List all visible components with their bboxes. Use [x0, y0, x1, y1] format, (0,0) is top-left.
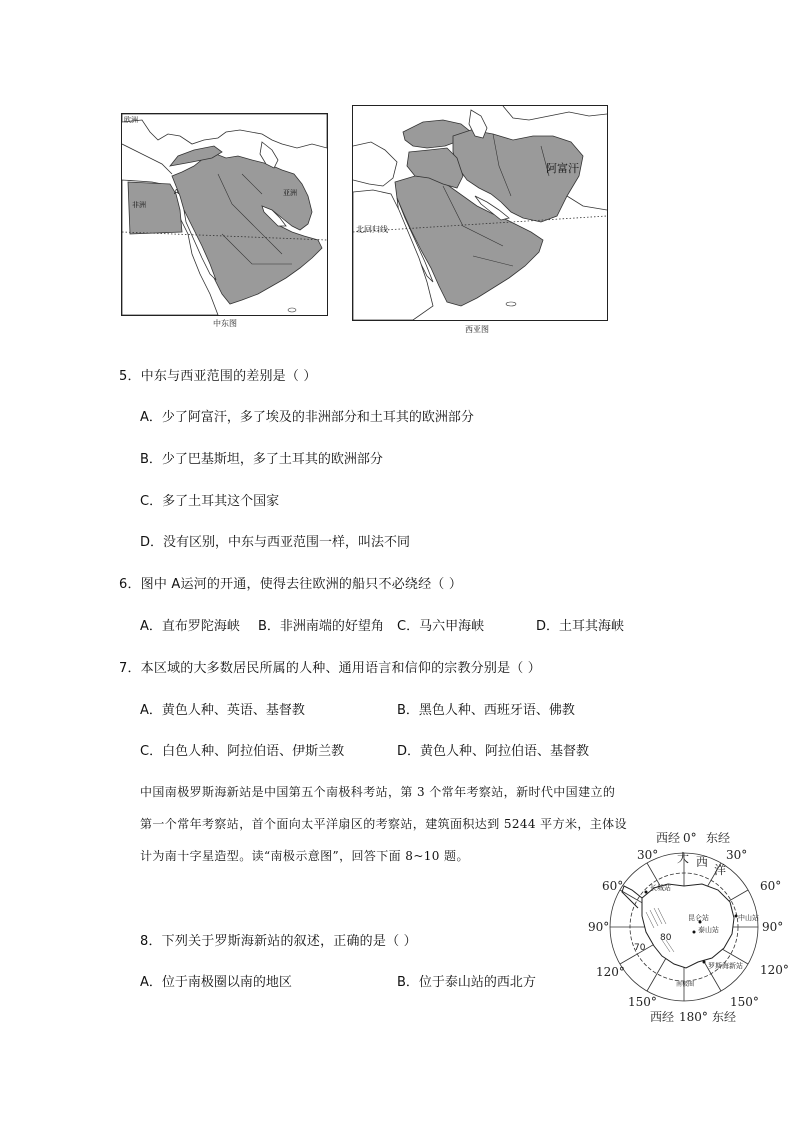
deg-90-right: 90°	[762, 920, 784, 934]
question-7-option-a: A．黄色人种、英语、基督教	[140, 703, 305, 718]
asia-label: 亚洲	[283, 189, 297, 197]
station-ross-label: 罗斯海新站	[708, 962, 743, 970]
question-8-option-b: B．位于泰山站的西北方	[397, 975, 536, 990]
ocean-char-3: 洋	[714, 863, 727, 877]
antarctic-circle-label: 南极圈	[676, 981, 695, 988]
bottom-west-label: 西经	[650, 1010, 675, 1024]
west-asia-map-caption: 西亚图	[465, 325, 489, 334]
middle-east-map-caption: 中东图	[213, 319, 237, 328]
question-7-stem: 7．本区域的大多数居民所属的人种、通用语言和信仰的宗教分别是（ ）	[119, 661, 542, 676]
deg-150-left: 150°	[628, 995, 657, 1009]
passage-line-2: 第一个常年考察站，首个面向太平洋扇区的考察站，建筑面积达到 5244 平方米，主体设	[140, 817, 627, 831]
question-5-option-d: D．没有区别，中东与西亚范围一样，叫法不同	[140, 535, 411, 550]
bottom-180-label: 180°	[679, 1010, 708, 1024]
question-5-option-a: A．少了阿富汗，多了埃及的非洲部分和土耳其的欧洲部分	[140, 410, 474, 425]
question-8-option-a: A．位于南极圈以南的地区	[140, 975, 292, 990]
deg-90-left: 90°	[588, 920, 610, 934]
deg-120-right: 120°	[760, 963, 789, 977]
passage-line-1: 中国南极罗斯海新站是中国第五个南极科考站，第 3 个常年考察站，新时代中国建立的	[140, 785, 616, 799]
question-6-option-c: C．马六甲海峡	[397, 619, 485, 634]
station-zhongshan-label: 中山站	[738, 914, 759, 922]
station-kunlun-label: 昆仑站	[688, 914, 709, 922]
ocean-char-2: 西	[696, 855, 709, 869]
africa-label: 非洲	[132, 201, 146, 209]
west-asia-map	[352, 105, 608, 321]
question-6-option-b: B．非洲南端的好望角	[258, 619, 384, 634]
lat-80-label: 80	[660, 933, 672, 943]
question-7-option-c: C．白色人种、阿拉伯语、伊斯兰教	[140, 744, 345, 759]
passage-line-3: 计为南十字星造型。读“南极示意图”，回答下面 8~10 题。	[140, 849, 469, 863]
deg-30-right: 30°	[726, 848, 748, 862]
station-great-wall-label: 长城站	[650, 884, 671, 892]
question-6-stem: 6．图中 A运河的开通，使得去往欧洲的船只不必绕经（ ）	[119, 577, 463, 592]
west-asia-map-graphic	[353, 106, 607, 320]
top-zero-label: 0°	[683, 831, 697, 845]
deg-30-left: 30°	[637, 848, 659, 862]
question-8-stem: 8．下列关于罗斯海新站的叙述，正确的是（ ）	[140, 934, 417, 949]
antarctic-map-graphic	[584, 828, 794, 1026]
deg-150-right: 150°	[730, 995, 759, 1009]
bottom-east-label: 东经	[712, 1010, 737, 1024]
middle-east-map-graphic	[122, 114, 327, 315]
deg-120-left: 120°	[596, 965, 625, 979]
question-7-option-d: D．黄色人种、阿拉伯语、基督教	[397, 744, 590, 759]
canal-a-label: A	[174, 188, 179, 196]
question-5-stem: 5．中东与西亚范围的差别是（ ）	[119, 369, 317, 384]
ocean-char-1: 大	[677, 851, 690, 865]
question-5-option-c: C．多了土耳其这个国家	[140, 494, 280, 509]
station-taishan-label: 泰山站	[698, 926, 719, 934]
question-7-option-b: B．黑色人种、西班牙语、佛教	[397, 703, 575, 718]
top-east-label: 东经	[706, 831, 731, 845]
tropic-line-label: 北回归线	[356, 225, 388, 234]
question-5-option-b: B．少了巴基斯坦，多了土耳其的欧洲部分	[140, 452, 383, 467]
deg-60-left: 60°	[602, 879, 624, 893]
question-6-option-d: D．土耳其海峡	[536, 619, 625, 634]
deg-60-right: 60°	[760, 879, 782, 893]
lat-70-label: 70	[634, 943, 646, 953]
antarctic-map	[584, 828, 794, 1026]
afghanistan-label: 阿富汗	[546, 162, 579, 175]
top-west-label: 西经	[656, 831, 681, 845]
europe-label: 欧洲	[124, 116, 138, 124]
middle-east-map	[121, 113, 328, 316]
question-6-option-a: A．直布罗陀海峡	[140, 619, 240, 634]
